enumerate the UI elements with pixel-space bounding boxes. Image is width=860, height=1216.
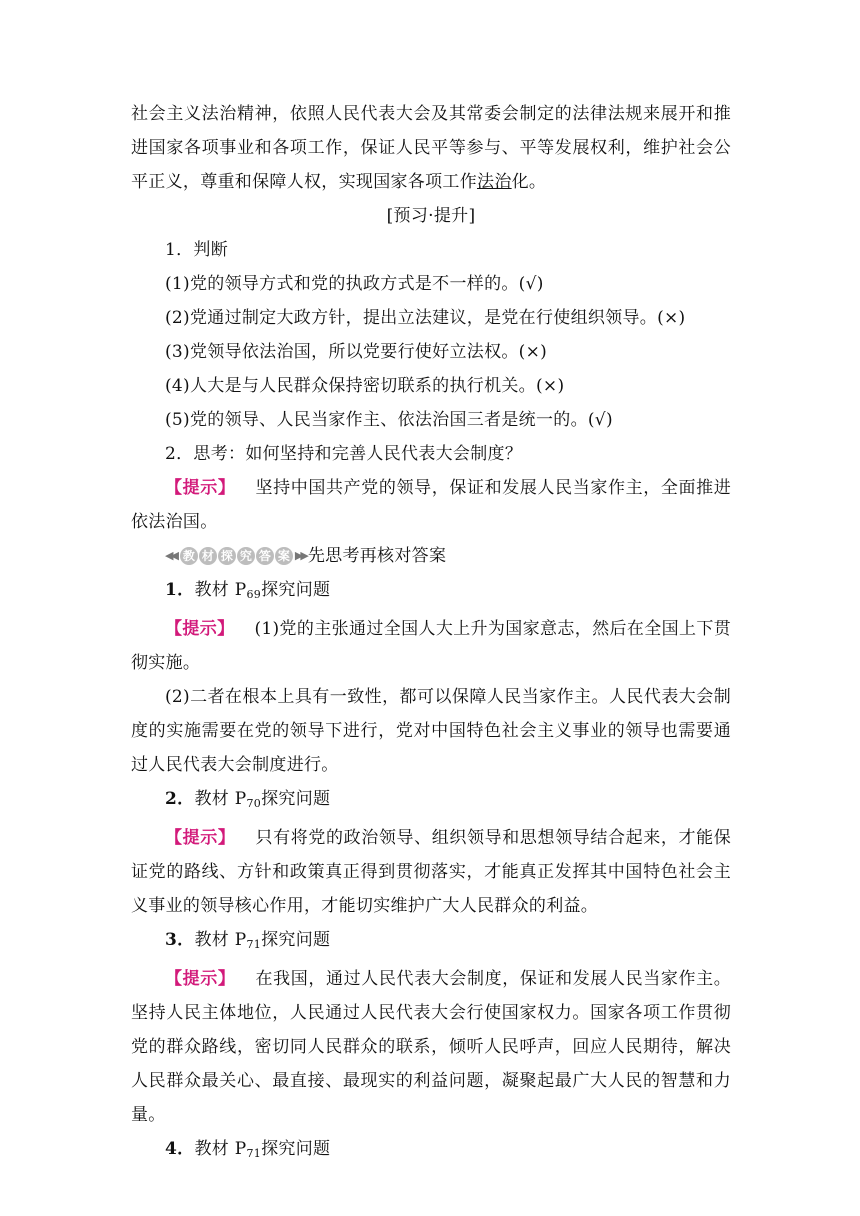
banner-char: 案 (275, 547, 293, 565)
explore-label-end: 探究问题 (261, 580, 331, 600)
judge-item: (4)人大是与人民群众保持密切联系的执行机关。(×) (165, 376, 565, 396)
explore-answer (131, 821, 731, 923)
hint-label: 【提示】 (165, 478, 236, 498)
explore-answer-text: 在我国，通过人民代表大会制度，保证和发展人民当家作主。坚持人民主体地位，人民通过人民代表大会行使国家权力。国家各项工作贯彻党的群众路线，密切同人民群众的联系，倾听人民呼声，回应人民期待，解决人民群众最关心、最直接、最现实的利益问题，凝聚起最广大人民的智慧和力量。 (131, 969, 731, 1125)
explore-answer-text: (1)党的主张通过全国人大上升为国家意志，然后在全国上下贯彻实施。 (131, 619, 731, 673)
explore-heading (131, 573, 731, 612)
explore-label: 教材 P (194, 789, 247, 809)
banner-logo (165, 539, 306, 573)
explore-heading (131, 782, 731, 821)
explore-number: 4． (165, 1139, 195, 1159)
banner-char: 探 (218, 547, 236, 565)
explore-page-number: 71 (246, 1147, 262, 1160)
explore-label-end: 探究问题 (261, 1139, 331, 1159)
explore-number: 2． (165, 789, 195, 809)
explore-answer-continued: (2)二者在根本上具有一致性，都可以保障人民当家作主。人民代表大会制度的实施需要在党的领导下进行，党对中国特色社会主义事业的领导也需要通过人民代表大会制度进行。 (131, 687, 731, 775)
intro-line-1: 社会主义法治精神，依照人民代表大会及其常委会制定的法律法规来展开和推进 (131, 104, 731, 158)
intro-line-3-start: 义，尊重和保障人权，实现国家各项工作 (165, 172, 478, 192)
think-heading: 2．思考：如何坚持和完善人民代表大会制度？ (165, 444, 523, 464)
intro-line-3-end: 化。 (511, 172, 547, 192)
answer-banner (131, 539, 731, 573)
hint-label: 【提示】 (165, 619, 235, 639)
explore-answer (131, 962, 731, 1132)
banner-text: 先思考再核对答案 (307, 546, 447, 566)
banner-char: 答 (256, 547, 274, 565)
explore-label-end: 探究问题 (261, 930, 331, 950)
explore-answer-text: 只有将党的政治领导、组织领导和思想领导结合起来，才能保证党的路线、方针和政策真正得到贯彻落实，才能真正发挥其中国特色社会主义事业的领导核心作用，才能切实维护广大人民群众的利益。 (131, 828, 731, 916)
document-page (131, 97, 731, 1171)
judge-item: (5)党的领导、人民当家作主、依法治国三者是统一的。(√) (165, 410, 613, 430)
explore-answer (131, 612, 731, 680)
banner-char: 教 (180, 547, 198, 565)
explore-label: 教材 P (194, 930, 247, 950)
double-right-arrow-icon: ▶▶ (294, 549, 306, 562)
judge-item: (3)党领导依法治国，所以党要行使好立法权。(×) (165, 342, 548, 362)
explore-number: 3． (165, 930, 195, 950)
explore-label: 教材 P (194, 580, 247, 600)
judge-item: (1)党的领导方式和党的执政方式是不一样的。(√) (165, 274, 544, 294)
judge-heading: 1．判断 (165, 240, 229, 260)
double-left-arrow-icon: ◀◀ (165, 549, 176, 562)
intro-underlined-term: 法治 (477, 172, 512, 192)
hint-label: 【提示】 (165, 828, 236, 848)
explore-page-number: 71 (246, 938, 262, 951)
banner-char: 究 (237, 547, 255, 565)
intro-line-2: 国家各项事业和各项工作，保证人民平等参与、平等发展权利，维护社会公平正 (131, 138, 731, 192)
explore-page-number: 70 (246, 797, 262, 810)
think-answer-text: 坚持中国共产党的领导，保证和发展人民当家作主，全面推进依法治国。 (131, 478, 731, 532)
explore-label: 教材 P (194, 1139, 247, 1159)
section-heading: [预习·提升] (386, 206, 476, 226)
explore-heading (131, 1132, 731, 1171)
explore-label-end: 探究问题 (261, 789, 331, 809)
intro-paragraph (131, 97, 731, 199)
explore-page-number: 69 (246, 588, 262, 601)
hint-label: 【提示】 (165, 969, 236, 989)
explore-number: 1． (165, 580, 195, 600)
explore-heading (131, 923, 731, 962)
banner-char: 材 (199, 547, 217, 565)
judge-item: (2)党通过制定大政方针，提出立法建议，是党在行使组织领导。(×) (165, 308, 686, 328)
think-answer (131, 471, 731, 539)
